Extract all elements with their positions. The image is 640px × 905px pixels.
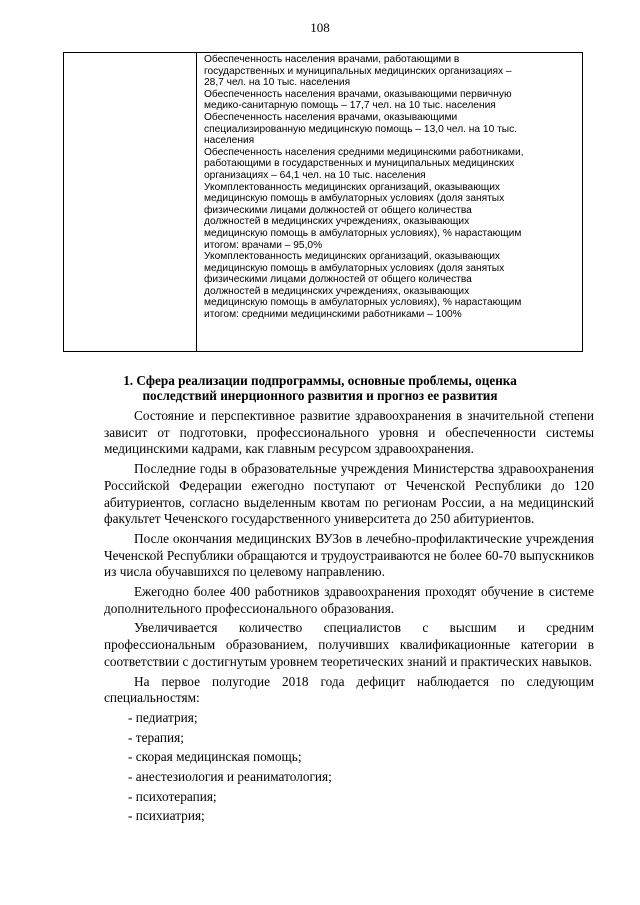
table-line: Укомплектованность медицинских организаций, оказывающих bbox=[204, 251, 501, 263]
list-item: - педиатрия; bbox=[128, 709, 198, 725]
table-line: Обеспеченность населения врачами, работающими в bbox=[204, 54, 460, 65]
section-heading-line-1: 1. Сфера реализации подпрограммы, основные проблемы, оценка bbox=[123, 373, 517, 388]
table-left-cell bbox=[64, 53, 197, 351]
table-line: физическими лицами должностей от общего количества bbox=[204, 204, 472, 216]
table-line: населения bbox=[204, 135, 255, 147]
table-line: Обеспеченность населения врачами, оказывающими bbox=[204, 111, 458, 123]
page-number: 108 bbox=[310, 20, 330, 35]
section-heading-line-2: последствий инерционного развития и прогноз ее развития bbox=[142, 388, 498, 403]
paragraph: Состояние и перспективное развитие здравоохранения в значительной степени зависит от подготовки, профессионального уровня и обеспеченности системы медицинскими кадрами, как главным ресурсом здравоохранения. bbox=[104, 408, 594, 457]
table-line: организациях – 64,1 чел. на 10 тыс. населения bbox=[204, 169, 426, 181]
list-item: - психиатрия; bbox=[128, 808, 205, 824]
table-line: Обеспеченность населения врачами, оказывающими первичную bbox=[204, 88, 512, 100]
table-line: итогом: средними медицинскими работниками – 100% bbox=[204, 309, 462, 321]
paragraph: На первое полугодие 2018 года дефицит наблюдается по следующим специальностям: bbox=[104, 673, 594, 706]
list-item: - психотерапия; bbox=[128, 788, 217, 804]
table-line: медико-санитарную помощь – 17,7 чел. на 10 тыс. населения bbox=[204, 100, 496, 112]
table-line: медицинскую помощь в амбулаторных условиях), % нарастающим bbox=[204, 297, 522, 309]
indicators-table bbox=[63, 52, 583, 352]
table-line: работающими в государственных и муниципальных медицинских bbox=[204, 158, 515, 170]
table-line: специализированную медицинскую помощь – 13,0 чел. на 10 тыс. bbox=[204, 123, 518, 135]
paragraph: Последние годы в образовательные учреждения Министерства здравоохранения Российской Федерации ежегодно поступают от Чеченской Республики до 120 абитуриентов, согласно выделенным квотам по регионам России, а на медицинский факультет Чеченского государственного университета до 250 абитуриентов. bbox=[104, 461, 594, 527]
list-item: - анестезиология и реаниматология; bbox=[128, 769, 332, 785]
paragraph: После окончания медицинских ВУЗов в лечебно-профилактические учреждения Чеченской Республики обращаются и трудоустраиваются не более 60-70 выпускников из числа обучавшихся по целевому направлению. bbox=[104, 530, 594, 580]
table-line: государственных и муниципальных медицинских организациях – bbox=[204, 65, 512, 77]
table-line: медицинскую помощь в амбулаторных условиях), % нарастающим bbox=[204, 227, 522, 239]
specialties-list bbox=[104, 710, 594, 825]
section-body bbox=[104, 408, 594, 828]
table-line: итогом: врачами – 95,0% bbox=[204, 239, 323, 251]
table-line: должностей в медицинских учреждениях, оказывающих bbox=[204, 216, 470, 228]
table-line: Укомплектованность медицинских организаций, оказывающих bbox=[204, 181, 501, 193]
table-line: Обеспеченность населения средними медицинскими работниками, bbox=[204, 146, 524, 158]
section-heading bbox=[0, 373, 640, 403]
list-item: - скорая медицинская помощь; bbox=[128, 749, 302, 765]
table-line: медицинскую помощь в амбулаторных условиях (доля занятых bbox=[204, 193, 505, 205]
list-item: - терапия; bbox=[128, 729, 184, 745]
table-line: медицинскую помощь в амбулаторных условиях (доля занятых bbox=[204, 262, 505, 274]
paragraph: Увеличивается количество специалистов с высшим и средним профессиональным образованием, получивших квалификационные категории в соответствии с достигнутым уровнем теоретических знаний и практических навыков. bbox=[104, 620, 594, 669]
table-line: физическими лицами должностей от общего количества bbox=[204, 274, 472, 286]
table-line: 28,7 чел. на 10 тыс. населения bbox=[204, 77, 351, 89]
table-right-cell bbox=[204, 54, 576, 321]
table-line: должностей в медицинских учреждениях, оказывающих bbox=[204, 285, 470, 297]
paragraph: Ежегодно более 400 работников здравоохранения проходят обучение в системе дополнительного профессионального образования. bbox=[104, 584, 594, 616]
